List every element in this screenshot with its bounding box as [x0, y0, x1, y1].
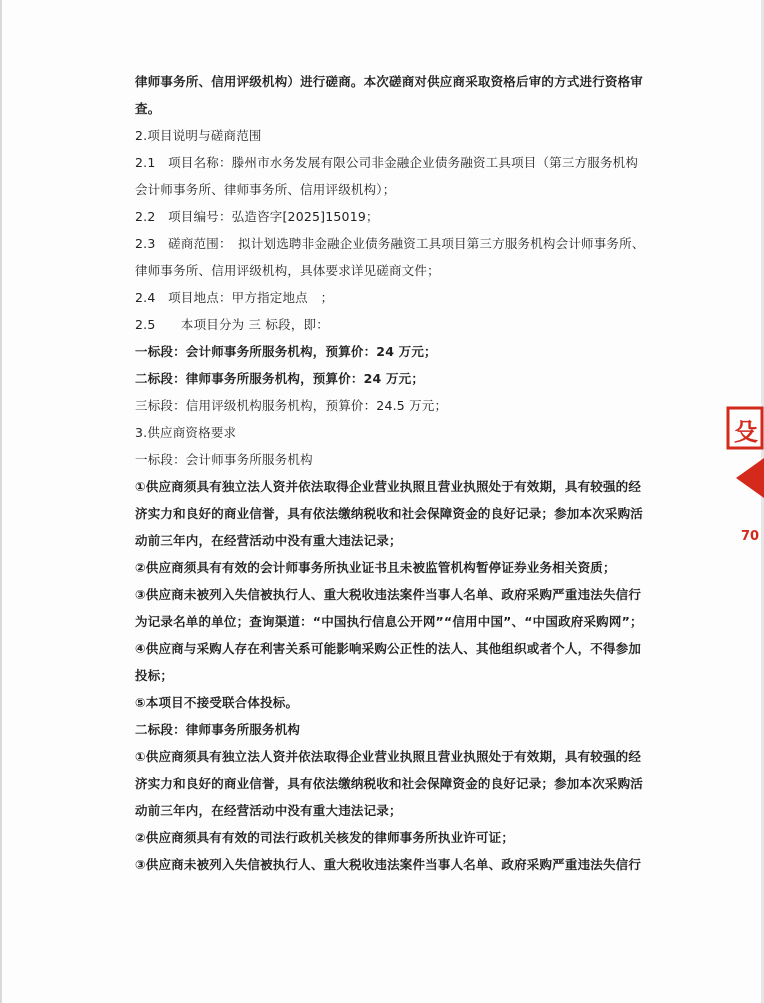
text-line: 济实力和良好的商业信誉，具有依法缴纳税收和社会保障资金的良好记录；参加本次采购活 [135, 776, 644, 791]
text-line: ②供应商须具有有效的会计师事务所执业证书且未被监管机构暂停证券业务相关资质； [135, 560, 616, 575]
text-line: 2.3 磋商范围： 拟计划选聘非金融企业债务融资工具项目第三方服务机构会计师事务所、 [135, 236, 645, 251]
text-line: 律师事务所、信用评级机构，具体要求详见磋商文件； [135, 263, 440, 278]
scan-edge-left [0, 0, 2, 1003]
text-line: ③供应商未被列入失信被执行人、重大税收违法案件当事人名单、政府采购严重违法失信行 [135, 857, 642, 872]
text-line: ②供应商须具有有效的司法行政机关核发的律师事务所执业许可证； [135, 830, 515, 845]
text-line: 2.5 本项目分为 三 标段，即： [135, 317, 329, 332]
lot-heading: 一标段：会计师事务所服务机构 [135, 452, 313, 467]
text-line: ①供应商须具有独立法人资并依法取得企业营业执照且营业执照处于有效期，具有较强的经 [135, 749, 642, 764]
document-body [135, 68, 645, 878]
lot-heading: 二标段：律师事务所服务机构 [135, 722, 301, 737]
text-line: 投标； [135, 668, 174, 683]
lot-line: 二标段：律师事务所服务机构，预算价：24 万元； [135, 371, 425, 386]
red-seal-fragment [724, 400, 764, 560]
text-line: 会计师事务所、律师事务所、信用评级机构）； [135, 182, 396, 197]
lot-line: 一标段：会计师事务所服务机构，预算价：24 万元； [135, 344, 437, 359]
lot-line: 三标段：信用评级机构服务机构，预算价：24.5 万元； [135, 398, 448, 413]
text-line: 动前三年内，在经营活动中没有重大违法记录； [135, 803, 402, 818]
text-line: 为记录名单的单位；查询渠道：“中国执行信息公开网”“信用中国”、“中国政府采购网”； [135, 614, 643, 629]
text-line: 2.1 项目名称：滕州市水务发展有限公司非金融企业债务融资工具项目（第三方服务机构 [135, 155, 639, 170]
seal-fragment-text: 殳 [734, 418, 758, 446]
text-line: 2.2 项目编号：弘造咨字[2025]15019； [135, 209, 379, 224]
text-line: 律师事务所、信用评级机构）进行磋商。本次磋商对供应商采取资格后审的方式进行资格审 [135, 74, 644, 89]
seal-fragment-number: 70 [740, 529, 760, 544]
text-line: 动前三年内，在经营活动中没有重大违法记录； [135, 533, 402, 548]
text-line: ①供应商须具有独立法人资并依法取得企业营业执照且营业执照处于有效期，具有较强的经 [135, 479, 642, 494]
text-line: ④供应商与采购人存在利害关系可能影响采购公正性的法人、其他组织或者个人，不得参加 [135, 641, 642, 656]
text-line: ⑤本项目不接受联合体投标。 [135, 695, 299, 710]
text-line: 查。 [135, 101, 161, 116]
seal-star-fragment [736, 458, 764, 498]
section-heading: 3.供应商资格要求 [135, 425, 237, 440]
text-line: ③供应商未被列入失信被执行人、重大税收违法案件当事人名单、政府采购严重违法失信行 [135, 587, 642, 602]
text-line: 济实力和良好的商业信誉，具有依法缴纳税收和社会保障资金的良好记录；参加本次采购活 [135, 506, 644, 521]
section-heading: 2.项目说明与磋商范围 [135, 128, 262, 143]
text-line: 2.4 项目地点：甲方指定地点 ； [135, 290, 334, 305]
